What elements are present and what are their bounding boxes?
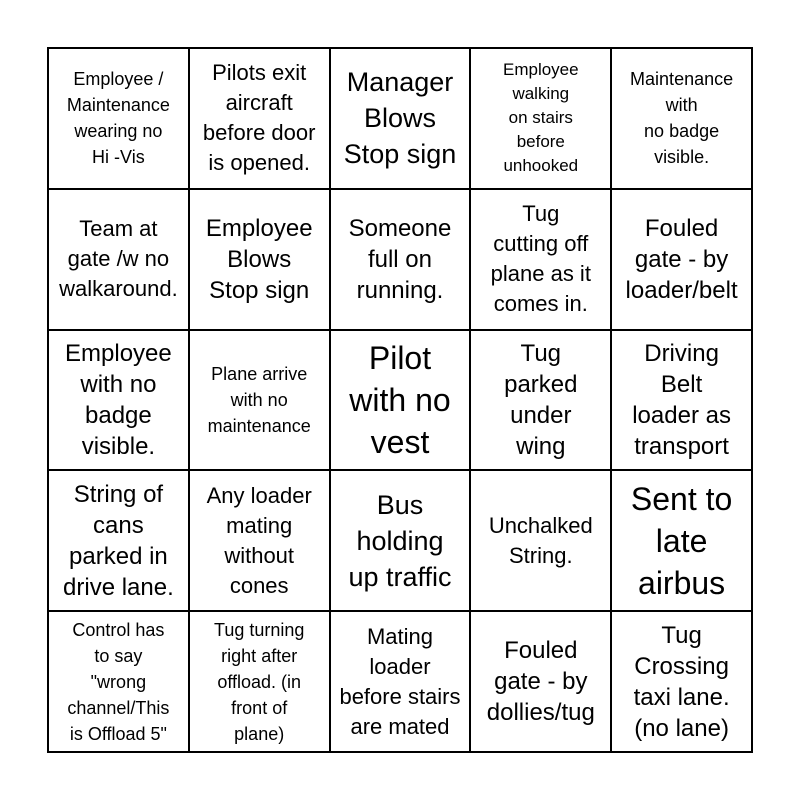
cell-text: Tug Crossing taxi lane. (no lane) [633, 621, 730, 742]
cell-text: Tug parked under wing [504, 339, 578, 460]
bingo-cell[interactable] [471, 471, 612, 612]
cell-text: Team at gate /w no walkaround. [59, 216, 178, 302]
bingo-cell[interactable] [331, 471, 472, 612]
bingo-cell[interactable] [49, 612, 190, 753]
cell-text: Unchalked String. [488, 512, 593, 568]
bingo-cell[interactable] [612, 331, 753, 472]
cell-text: Driving Belt loader as transport [632, 339, 731, 460]
bingo-cell[interactable] [190, 190, 331, 331]
cell-text: Tug turning right after offload. (in front of plane) [214, 619, 305, 744]
cell-text: Someone full on running. [348, 214, 452, 304]
cell-text: Employee / Maintenance wearing no Hi -Vis [66, 69, 170, 168]
cell-text: Control has to say "wrong channel/This is Offload 5" [67, 619, 170, 744]
cell-text: String of cans parked in drive lane. [63, 480, 174, 601]
cell-text: Plane arrive with no maintenance [207, 363, 311, 436]
bingo-cell[interactable] [612, 49, 753, 190]
bingo-cell[interactable] [612, 471, 753, 612]
bingo-cell[interactable] [190, 49, 331, 190]
bingo-cell[interactable] [190, 471, 331, 612]
bingo-cell[interactable] [49, 331, 190, 472]
cell-text: Any loader mating without cones [206, 482, 312, 598]
cell-text: Employee walking on stairs before unhooked [502, 60, 579, 176]
cell-text: Maintenance with no badge visible. [630, 69, 734, 168]
cell-text: Employee Blows Stop sign [205, 214, 313, 304]
bingo-cell[interactable] [49, 190, 190, 331]
cell-text: Tug cutting off plane as it comes in. [490, 201, 591, 317]
bingo-cell[interactable] [49, 471, 190, 612]
bingo-cell[interactable] [331, 190, 472, 331]
cell-text: Mating loader before stairs are mated [339, 623, 461, 739]
bingo-cell[interactable] [190, 612, 331, 753]
bingo-cell[interactable] [612, 612, 753, 753]
cell-text: Employee with no badge visible. [65, 339, 172, 460]
bingo-cell[interactable] [331, 331, 472, 472]
bingo-cell[interactable] [612, 190, 753, 331]
cell-text: Sent to late airbus [630, 480, 733, 601]
cell-text: Fouled gate - by loader/belt [625, 214, 738, 304]
bingo-cell[interactable] [331, 49, 472, 190]
cell-text: Manager Blows Stop sign [343, 67, 457, 170]
cell-text: Fouled gate - by dollies/tug [486, 637, 595, 727]
bingo-cell[interactable] [471, 190, 612, 331]
cell-text: Bus holding up traffic [348, 489, 452, 592]
bingo-cell[interactable] [331, 612, 472, 753]
bingo-cell[interactable] [471, 612, 612, 753]
bingo-cell[interactable] [471, 331, 612, 472]
bingo-cell[interactable] [471, 49, 612, 190]
bingo-cell[interactable] [190, 331, 331, 472]
bingo-cell[interactable] [49, 49, 190, 190]
cell-text: Pilots exit aircraft before door is opened. [202, 60, 316, 176]
bingo-board [47, 47, 753, 753]
cell-text: Pilot with no vest [349, 339, 451, 460]
